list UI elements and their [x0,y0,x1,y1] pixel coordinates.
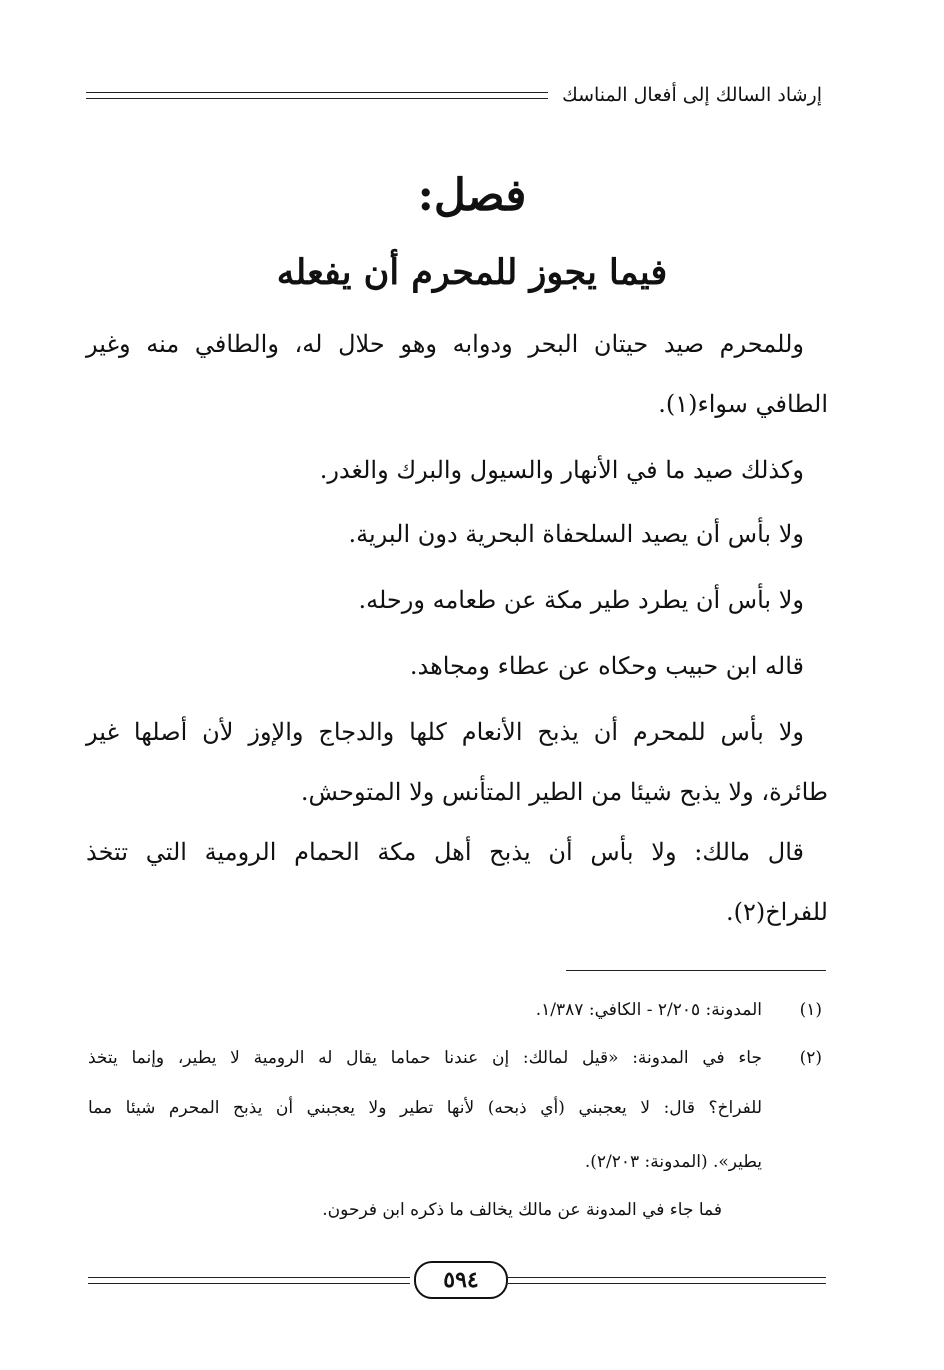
footnote-separator [566,970,826,971]
paragraph-4: ولا بأس أن يطرد طير مكة عن طعامه ورحله. [358,586,804,614]
paragraph-1-line-1: وللمحرم صيد حيتان البحر ودوابه وهو حلال له، والطافي منه وغير [86,330,804,358]
footnote-2-line-3: يطير». (المدونة: ٢/٢٠٣). [584,1152,762,1172]
section-label: فصل: [417,170,527,221]
book-title: إرشاد السالك إلى أفعال المناسك [562,84,822,106]
section-title: فيما يجوز للمحرم أن يفعله [276,252,668,293]
header-rule [86,92,548,99]
paragraph-7-line-2: للفراخ(٢). [725,898,828,926]
page-number: ٥٩٤ [414,1261,508,1299]
footnote-2-line-2: للفراخ؟ قال: لا يعجبني (أي ذبحه) لأنها تطير ولا يعجبني أن يذبح المحرم شيئا مما [88,1098,762,1118]
paragraph-3: ولا بأس أن يصيد السلحفاة البحرية دون البرية. [348,520,804,548]
paragraph-1-line-2: الطافي سواء(١). [658,390,828,418]
paragraph-5: قاله ابن حبيب وحكاه عن عطاء ومجاهد. [409,652,804,680]
editor-note: فما جاء في المدونة عن مالك يخالف ما ذكره ابن فرحون. [322,1200,722,1220]
footnote-2-number: (٢) [799,1048,822,1068]
paragraph-2: وكذلك صيد ما في الأنهار والسيول والبرك والغدر. [319,456,804,484]
footnote-1-number: (١) [799,1000,822,1020]
paragraph-6-line-2: طائرة، ولا يذبح شيئا من الطير المتأنس ولا المتوحش. [300,778,828,806]
footnote-2-line-1: جاء في المدونة: «قيل لمالك: إن عندنا حماما يقال له الرومية لا يطير، وإنما يتخذ [88,1048,762,1068]
footer-rule-right [508,1277,826,1284]
paragraph-7-line-1: قال مالك: ولا بأس أن يذبح أهل مكة الحمام الرومية التي تتخذ [86,838,804,866]
footnote-1-text: المدونة: ٢/٢٠٥ - الكافي: ١/٣٨٧. [535,1000,762,1020]
paragraph-6-line-1: ولا بأس للمحرم أن يذبح الأنعام كلها والدجاج والإوز لأن أصلها غير [86,718,804,746]
running-header [86,84,822,114]
footer-rule-left [88,1277,410,1284]
